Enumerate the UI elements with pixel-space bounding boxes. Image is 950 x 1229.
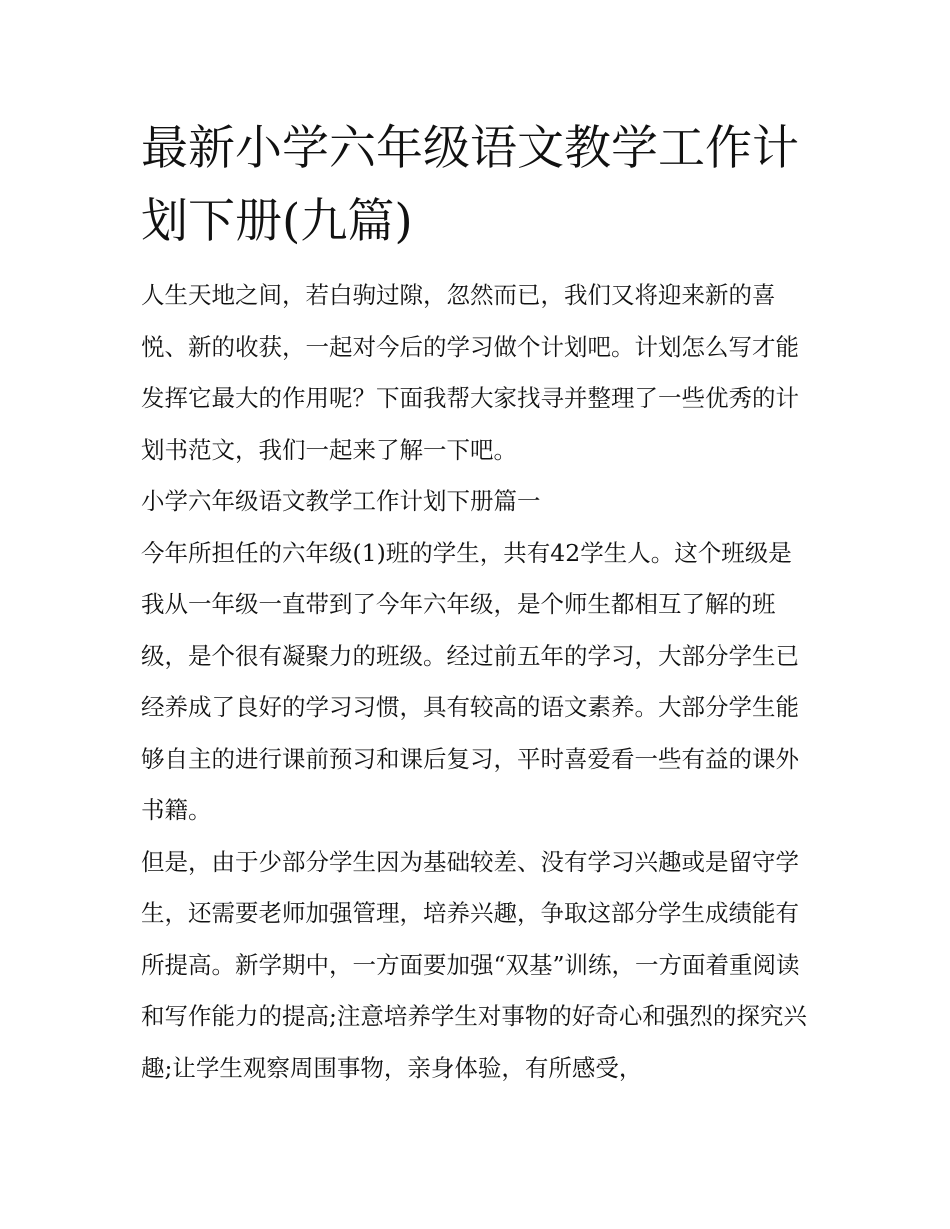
- document-body: [141, 112, 813, 1094]
- section-heading: 小学六年级语文教学工作计划下册篇一: [141, 487, 541, 515]
- body-paragraph-2: 但是，由于少部分学生因为基础较差、没有学习兴趣或是留守学生，还需要老师加强管理，培养兴趣，争取这部分学生成绩能有所提高。新学期中，一方面要加强“双基”训练，一方面着重阅读和写作能力的提高;注意培养学生对事物的好奇心和强烈的探究兴趣;让学生观察周围事物，亲身体验，有所感受，: [141, 847, 807, 1082]
- intro-paragraph: 人生天地之间，若白驹过隙，忽然而已，我们又将迎来新的喜悦、新的收获，一起对今后的学习做个计划吧。计划怎么写才能发挥它最大的作用呢？下面我帮大家找寻并整理了一些优秀的计划书范文，我们一起来了解一下吧。: [141, 281, 799, 464]
- document-title: 最新小学六年级语文教学工作计划下册(九篇): [141, 121, 799, 249]
- body-paragraph-1: 今年所担任的六年级(1)班的学生，共有42学生人。这个班级是我从一年级一直带到了今年六年级，是个师生都相互了解的班级，是个很有凝聚力的班级。经过前五年的学习，大部分学生已经养成了良好的学习习惯，具有较高的语文素养。大部分学生能够自主的进行课前预习和课后复习，平时喜爱看一些有益的课外书籍。: [141, 538, 799, 824]
